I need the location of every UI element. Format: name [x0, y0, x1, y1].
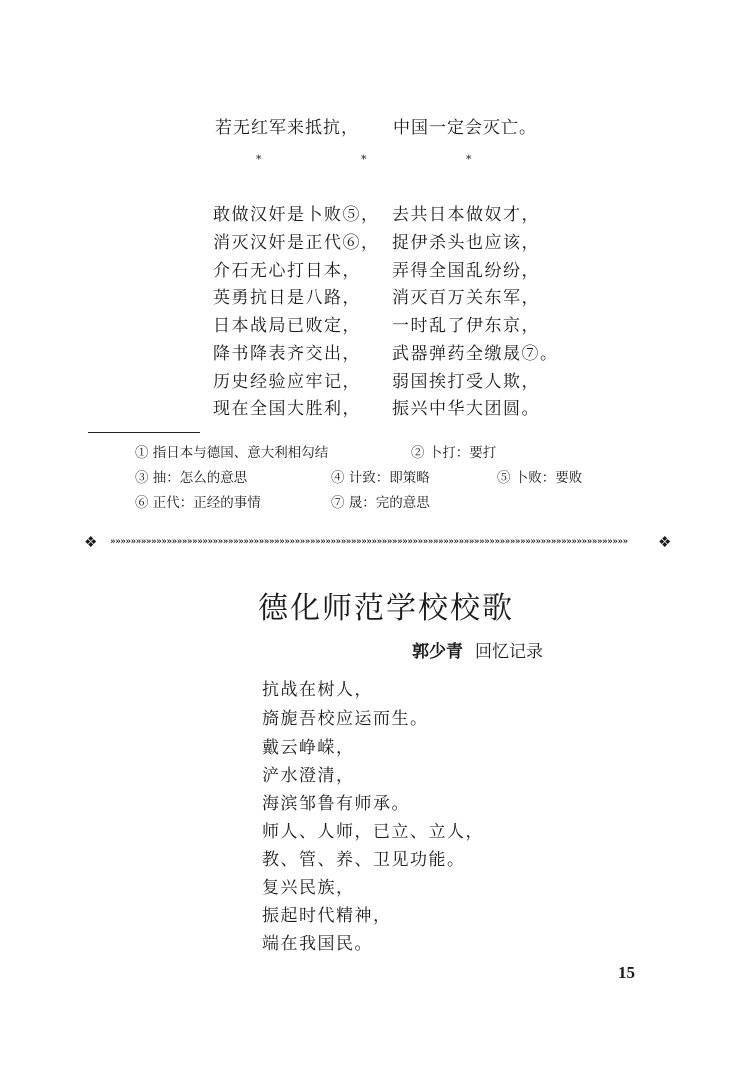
star-separator: *	[361, 153, 367, 166]
poem-line-right: 捉伊杀头也应该，	[392, 233, 540, 253]
poem-line-left: 敢做汉奸是卜败⑤，	[213, 205, 380, 225]
poem-line-left: 介石无心打日本，	[213, 261, 361, 281]
footnote-4: ④ 计致：即策略	[331, 470, 430, 486]
poem-line-left: 降书降表齐交出，	[213, 344, 361, 364]
poem-line-left: 历史经验应牢记，	[213, 372, 361, 392]
lyric-line: 复兴民族，	[262, 878, 355, 898]
footnote-5: ⑤ 卜败：要败	[497, 470, 583, 486]
footnote-7: ⑦ 晟：完的意思	[331, 495, 430, 511]
song-title: 德化师范学校校歌	[258, 591, 514, 626]
poem-first-line-right: 中国一定会灭亡。	[393, 118, 537, 138]
footnote-2: ② 卜打：要打	[411, 445, 497, 461]
poem-line-right: 弄得全国乱纷纷，	[392, 261, 540, 281]
poem-line-right: 振兴中华大团圆。	[392, 399, 540, 419]
footnote-rule	[88, 432, 200, 433]
poem-first-line-left: 若无红军来抵抗，	[215, 118, 359, 138]
song-author	[412, 637, 543, 662]
lyric-line: 振起时代精神，	[262, 906, 392, 926]
section-stars	[0, 153, 750, 167]
poem-line-right: 一时乱了伊东京，	[392, 316, 540, 336]
lyric-line: 海滨邹鲁有师承。	[262, 794, 410, 814]
poem-line-right: 武器弹药全缴晟⑦。	[392, 344, 559, 364]
poem-line-right: 消灭百万关东军，	[392, 288, 540, 308]
star-separator: *	[466, 153, 472, 166]
lyric-line: 旖旎吾校应运而生。	[262, 709, 429, 729]
poem-line-left: 日本战局已败定，	[213, 316, 361, 336]
lyric-line: 浐水澄清，	[262, 766, 355, 786]
lyric-line: 戴云峥嵘，	[262, 738, 355, 758]
lyric-line: 端在我国民。	[262, 934, 373, 954]
poem-line-right: 弱国挨打受人欺，	[392, 372, 540, 392]
poem-line-right: 去共日本做奴才，	[392, 205, 540, 225]
section-divider	[84, 532, 674, 552]
ornament-left-icon: ❖	[84, 533, 98, 551]
author-name: 郭少青	[412, 642, 463, 662]
page-number: 15	[618, 963, 635, 982]
arrow-border: »»»»»»»»»»»»»»»»»»»»»»»»»»»»»»»»»»»»»»»»»»»»»»»»»»»»»»»»»»»»»»»»»»»»»»»»»»»»»»»»»»»»»»»»»»»»»»»»»»»»»	[110, 537, 628, 547]
lyric-line: 抗战在树人，	[262, 680, 373, 700]
poem-line-left: 英勇抗日是八路，	[213, 288, 361, 308]
poem-line-left: 现在全国大胜利，	[213, 399, 361, 419]
lyric-line: 师人、人师，已立、立人，	[262, 822, 484, 842]
ornament-right-icon: ❖	[658, 533, 672, 551]
footnote-1: ① 指日本与德国、意大利相勾结	[135, 445, 329, 461]
footnote-3: ③ 抽：怎么的意思	[135, 470, 248, 486]
author-note: 回忆记录	[475, 642, 543, 662]
star-separator: *	[256, 153, 262, 166]
poem-line-left: 消灭汉奸是正代⑥，	[213, 233, 380, 253]
footnote-6: ⑥ 正代：正经的事情	[135, 495, 261, 511]
lyric-line: 教、管、养、卫见功能。	[262, 850, 466, 870]
